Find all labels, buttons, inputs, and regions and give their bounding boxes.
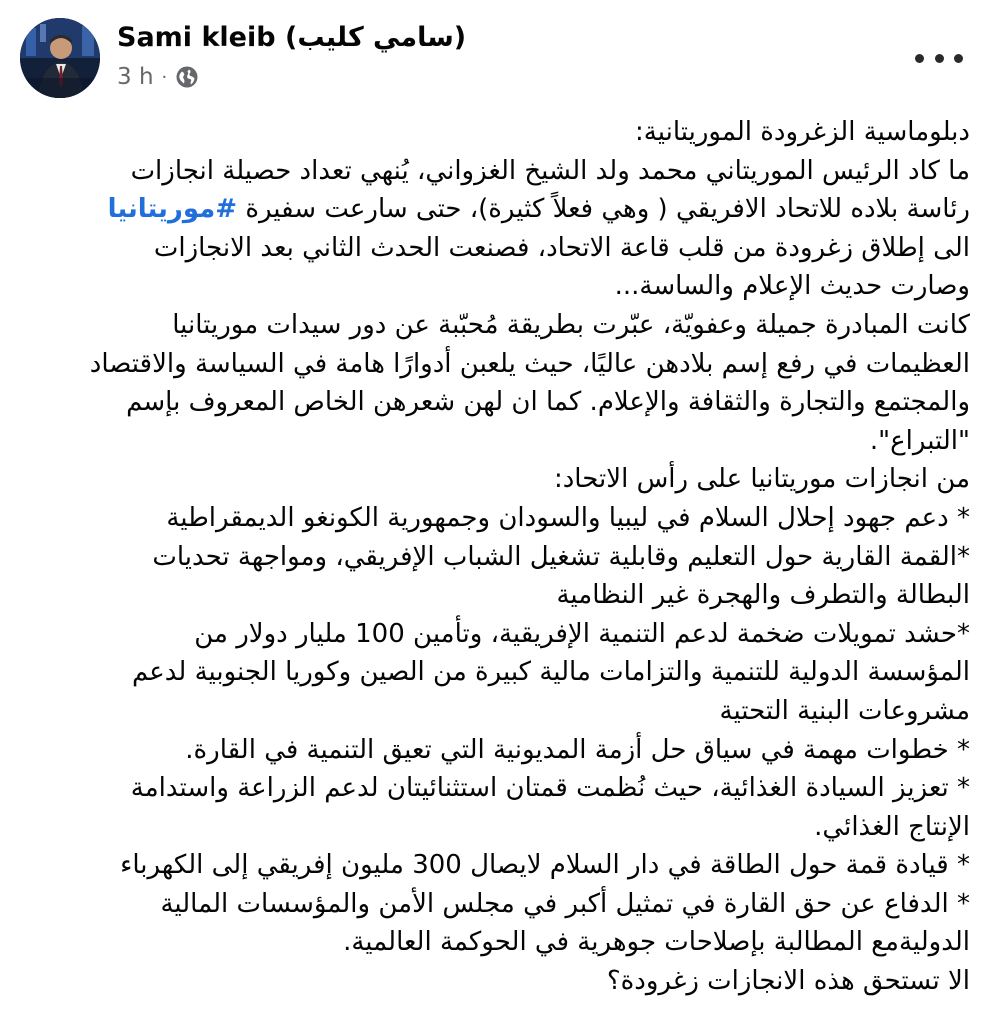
- post-line: البطالة والتطرف والهجرة غير النظامية: [556, 580, 970, 611]
- post-line: والمجتمع والتجارة والثقافة والإعلام. كما ان لهن شعرهن الخاص المعروف بإسم: [126, 387, 970, 418]
- post-line: كانت المبادرة جميلة وعفويّة، عبّرت بطريقة مُحبّبة عن دور سيدات موريتانيا: [172, 309, 970, 340]
- post-line: * خطوات مهمة في سياق حل أزمة المديونية التي تعيق التنمية في القارة.: [185, 734, 970, 765]
- post-line: العظيمات في رفع إسم بلادهن عاليًا، حيث يلعبن أدوارًا هامة في السياسة والاقتصاد: [89, 348, 970, 379]
- post-header: [20, 18, 963, 100]
- post-line: "التبراع".: [869, 425, 970, 456]
- post-time[interactable]: 3 h: [117, 64, 154, 90]
- post-line: الى إطلاق زغرودة من قلب قاعة الاتحاد، فصنعت الحدث الثاني بعد الانجازات: [153, 232, 970, 263]
- post-line: ما كاد الرئيس الموريتاني محمد ولد الشيخ الغزواني، يُنهي تعداد حصيلة انجازات: [130, 155, 970, 186]
- more-dot: [954, 54, 963, 63]
- post-line: وصارت حديث الإعلام والساسة...: [614, 271, 970, 302]
- hashtag-link[interactable]: #موريتانيا: [107, 194, 238, 225]
- post-text: [20, 113, 970, 1001]
- more-dot: [915, 54, 924, 63]
- post-line: [20, 190, 970, 229]
- meta-separator: ·: [161, 66, 168, 88]
- post-line: المؤسسة الدولية للتنمية والتزامات مالية كبيرة من الصين وكوريا الجنوبية لدعم: [131, 657, 970, 688]
- post-line: الإنتاج الغذائي.: [814, 811, 970, 842]
- post-line: *القمة القارية حول التعليم وقابلية تشغيل الشباب الإفريقي، ومواجهة تحديات: [152, 541, 970, 572]
- post-line: * دعم جهود إحلال السلام في ليبيا والسودان وجمهورية الكونغو الديمقراطية: [166, 502, 970, 533]
- post-line-text: رئاسة بلاده للاتحاد الافريقي ( وهي فعلاً كثيرة)، حتى سارعت سفيرة: [237, 194, 970, 225]
- post-line: الدوليةمع المطالبة بإصلاحات جوهرية في الحوكمة العالمية.: [343, 927, 970, 958]
- globe-icon[interactable]: [175, 65, 199, 89]
- avatar-image: [20, 18, 100, 98]
- post-line: مشروعات البنية التحتية: [719, 695, 970, 726]
- avatar[interactable]: [20, 18, 100, 98]
- author-name[interactable]: Sami kleib (سامي كليب): [117, 22, 467, 53]
- post-line: من انجازات موريتانيا على رأس الاتحاد:: [553, 464, 970, 495]
- post-line: *حشد تمويلات ضخمة لدعم التنمية الإفريقية، وتأمين 100 مليار دولار من: [194, 618, 970, 649]
- post-line: * تعزيز السيادة الغذائية، حيث نُظمت قمتان استثنائيتان لدعم الزراعة واستدامة: [130, 773, 970, 804]
- post-meta: [117, 64, 199, 90]
- post-line: الا تستحق هذه الانجازات زغرودة؟: [606, 966, 970, 997]
- post-line: دبلوماسية الزغرودة الموريتانية:: [635, 117, 970, 147]
- more-options-button[interactable]: [915, 40, 963, 76]
- post-line: * الدفاع عن حق القارة في تمثيل أكبر في مجلس الأمن والمؤسسات المالية: [160, 888, 970, 919]
- post-line: * قيادة قمة حول الطاقة في دار السلام لايصال 300 مليون إفريقي إلى الكهرباء: [120, 850, 970, 881]
- more-dot: [935, 54, 944, 63]
